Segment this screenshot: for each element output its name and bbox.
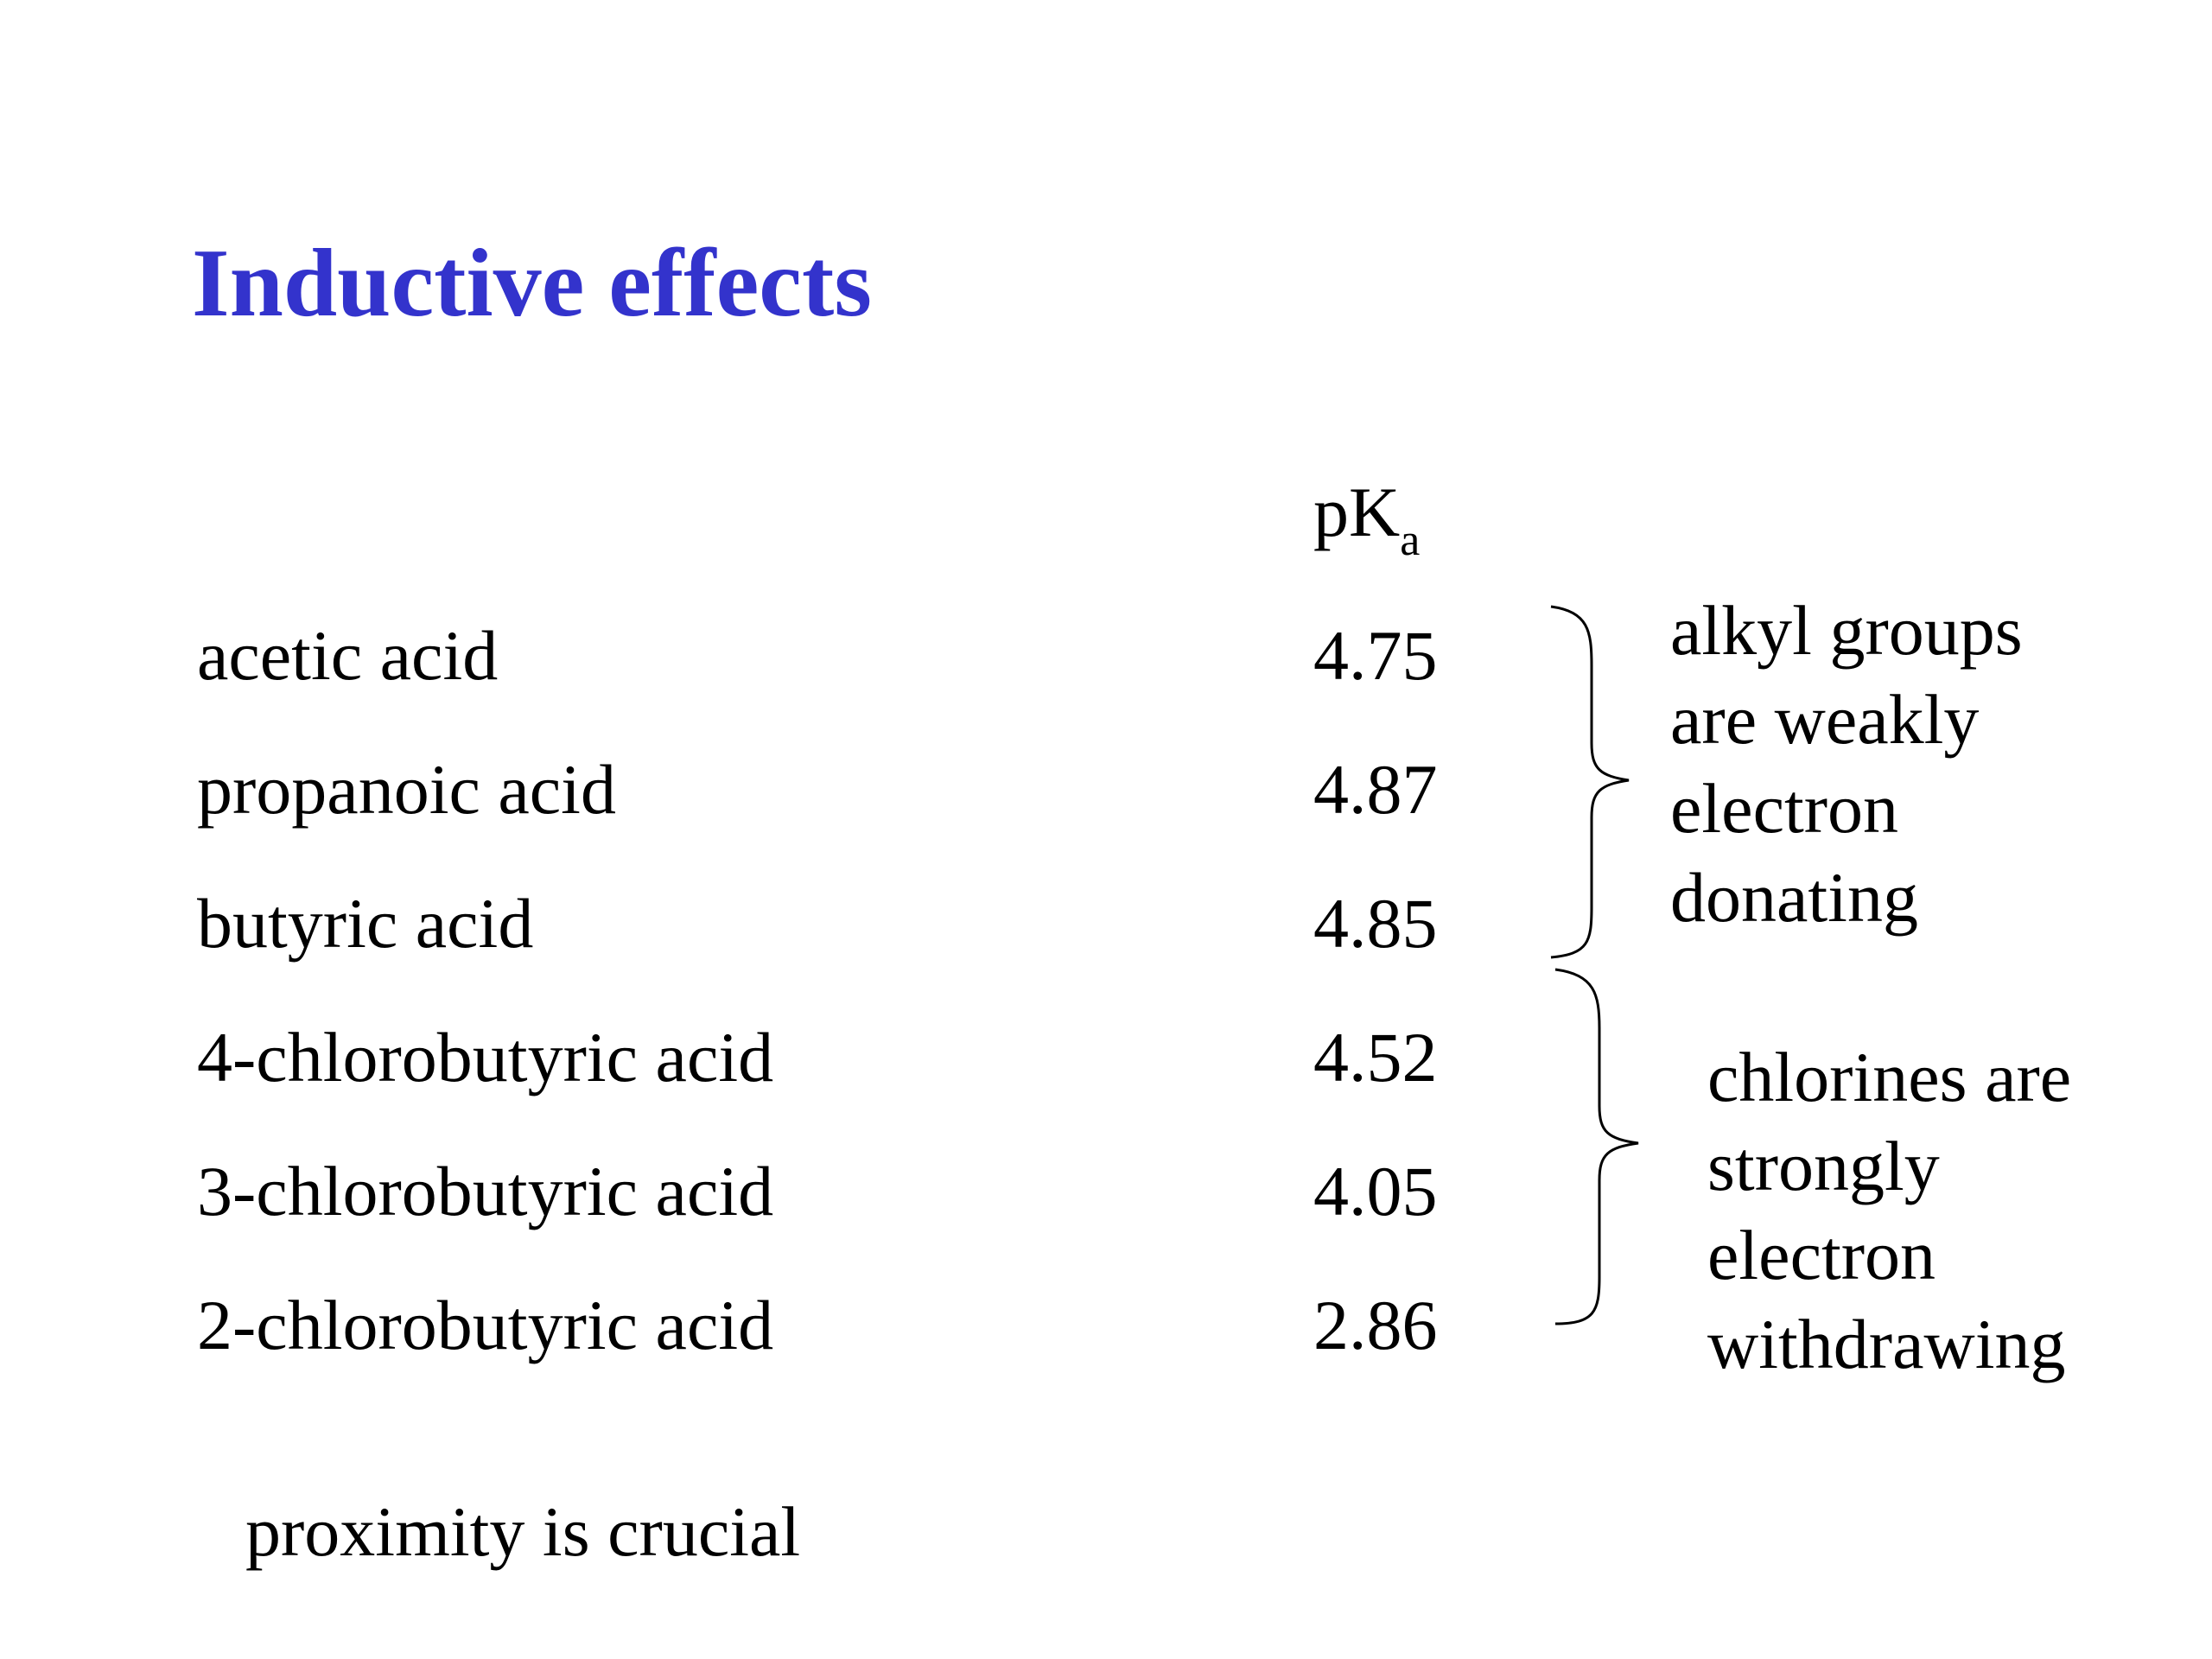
pka-header-main: pK bbox=[1313, 473, 1401, 551]
alkyl-annotation-line-3: electron bbox=[1670, 769, 1899, 848]
brace-alkyl-icon bbox=[1551, 607, 1629, 957]
alkyl-annotation-line-4: donating bbox=[1670, 858, 1918, 937]
pka-value-4: 4.52 bbox=[1313, 1018, 1438, 1096]
pka-value-1: 4.75 bbox=[1313, 616, 1438, 695]
chlorine-annotation bbox=[1707, 1033, 2071, 1389]
acid-name-1: acetic acid bbox=[197, 616, 499, 695]
pka-value-6: 2.86 bbox=[1313, 1286, 1438, 1364]
pka-header-subscript: a bbox=[1400, 516, 1421, 565]
pka-value-5: 4.05 bbox=[1313, 1152, 1438, 1230]
pka-value-3: 4.85 bbox=[1313, 884, 1438, 963]
acid-name-3: butyric acid bbox=[197, 884, 534, 963]
pka-value-2: 4.87 bbox=[1313, 750, 1438, 829]
footer-note: proximity is crucial bbox=[245, 1492, 801, 1571]
acid-name-4: 4-chlorobutyric acid bbox=[197, 1018, 774, 1096]
chlorine-annotation-line-2: strongly bbox=[1707, 1127, 1940, 1205]
acid-name-5: 3-chlorobutyric acid bbox=[197, 1152, 774, 1230]
acid-name-6: 2-chlorobutyric acid bbox=[197, 1286, 774, 1364]
pka-column-header bbox=[1313, 473, 1421, 565]
acid-name-2: propanoic acid bbox=[197, 750, 616, 829]
alkyl-annotation-line-1: alkyl groups bbox=[1670, 591, 2023, 670]
alkyl-annotation-line-2: are weakly bbox=[1670, 680, 1980, 759]
chlorine-annotation-line-1: chlorines are bbox=[1707, 1038, 2072, 1116]
slide-title: Inductive effects bbox=[192, 230, 872, 337]
chlorine-annotation-line-4: withdrawing bbox=[1707, 1305, 2066, 1383]
brace-chlorine-icon bbox=[1555, 969, 1638, 1324]
chlorine-annotation-line-3: electron bbox=[1707, 1216, 1936, 1294]
alkyl-annotation bbox=[1670, 586, 2023, 942]
